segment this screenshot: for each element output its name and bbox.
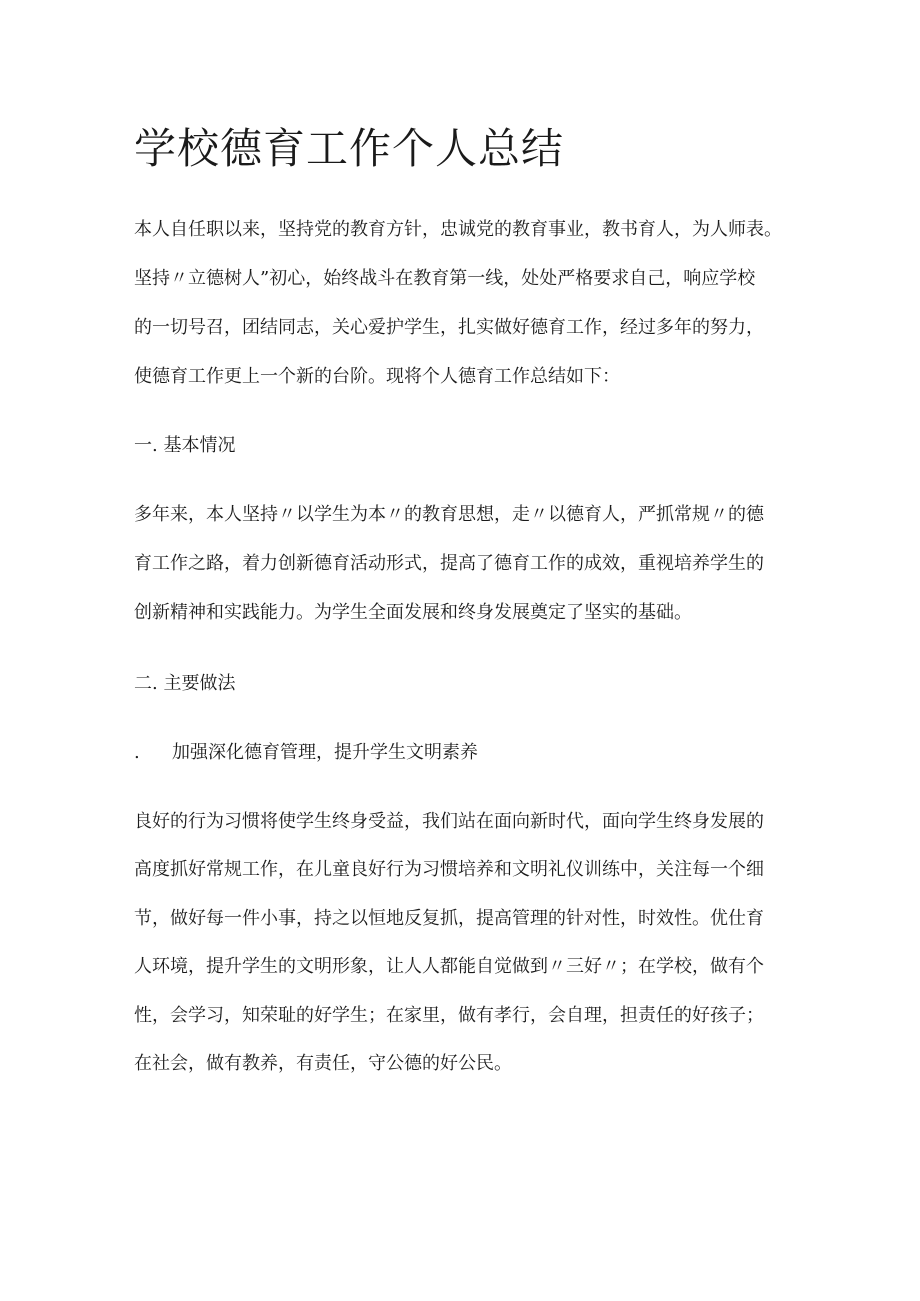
paragraph-line: 人环境，提升学生的文明形象，让人人都能自觉做到〃三好〃；在学校，做有个	[134, 956, 764, 977]
paragraph-line: 在社会，做有教养，有责任，守公德的好公民。	[134, 1053, 512, 1074]
intro-line: 的一切号召，团结同志，关心爱护学生，扎实做好德育工作，经过多年的努力，	[134, 317, 764, 338]
sub-heading: 加强深化德育管理，提升学生文明素养	[172, 742, 478, 763]
paragraph-line: 性，会学习，知荣耻的好学生；在家里，做有孝行，会自理，担责任的好孩子；	[134, 1005, 764, 1026]
intro-line: 坚持〃立德树人”初心，始终战斗在教育第一线，处处严格要求自己，响应学校	[134, 268, 756, 289]
paragraph-line: 高度抓好常规工作，在儿童良好行为习惯培养和文明礼仪训练中，关注每一个细	[134, 859, 764, 880]
paragraph-line: 多年来，本人坚持〃以学生为本〃的教育思想，走〃以德育人，严抓常规〃的德	[134, 504, 764, 525]
section-heading: 二. 主要做法	[134, 673, 236, 694]
list-marker: .	[134, 742, 140, 763]
document-title: 学校德育工作个人总结	[134, 124, 565, 173]
section-heading: 一. 基本情况	[134, 435, 236, 456]
paragraph-line: 节，做好每一件小事，持之以恒地反复抓，提高管理的针对性，时效性。优仕育	[134, 908, 764, 929]
paragraph-line: 良好的行为习惯将使学生终身受益，我们站在面向新时代，面向学生终身发展的	[134, 811, 764, 832]
paragraph-line: 创新精神和实践能力。为学生全面发展和终身发展奠定了坚实的基础。	[134, 602, 692, 623]
paragraph-line: 育工作之路，着力创新德育活动形式，提高了德育工作的成效，重视培养学生的	[134, 553, 764, 574]
intro-line: 本人自任职以来，坚持党的教育方针，忠诚党的教育事业，教书育人，为人师表。	[134, 219, 782, 240]
intro-line: 使德育工作更上一个新的台阶。现将个人德育工作总结如下：	[134, 366, 620, 387]
